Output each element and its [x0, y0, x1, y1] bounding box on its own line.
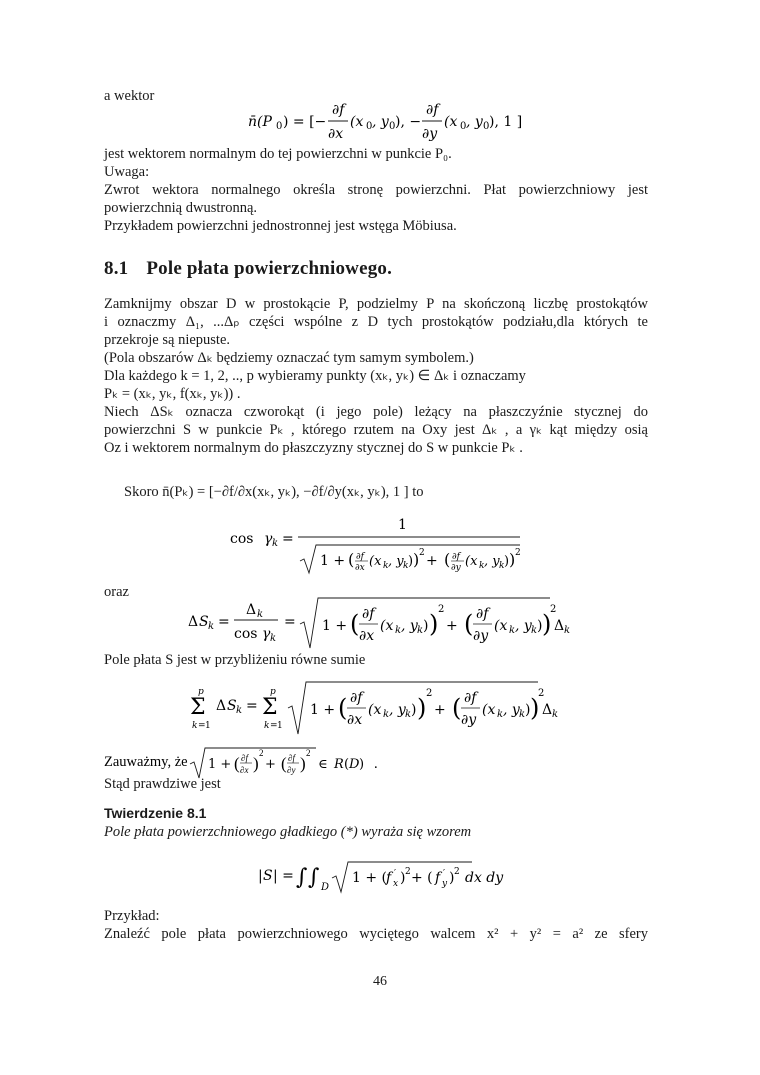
svg-text:1 +: 1 + — [322, 618, 348, 634]
svg-text:k: k — [270, 633, 277, 644]
svg-text:γ: γ — [262, 626, 271, 642]
section-title: Pole płata powierzchniowego. — [146, 258, 393, 279]
theorem-statement: Pole płata powierzchniowego gładkiego (*) wyraża się wzorem — [104, 824, 472, 840]
svg-text:0: 0 — [389, 121, 396, 132]
svg-text:R: R — [334, 757, 344, 772]
svg-text:S: S — [227, 698, 237, 714]
svg-text:k: k — [257, 609, 264, 620]
text-stad: Stąd prawdziwe jest — [104, 776, 221, 792]
svg-text:1: 1 — [277, 721, 283, 731]
svg-text:2: 2 — [454, 867, 460, 877]
svg-text:S: S — [263, 868, 273, 884]
svg-text:k: k — [264, 721, 270, 731]
svg-text:(: ( — [464, 610, 474, 638]
svg-text:∂y: ∂y — [461, 712, 477, 728]
text-p3: Dla każdego k = 1, 2, .., p wybieramy punkty (xₖ, yₖ) ∈ Δₖ i oznaczamy — [104, 368, 526, 384]
svg-text:, y: , y — [515, 618, 532, 634]
text-a-wektor: a wektor — [104, 88, 155, 104]
svg-text:): ) — [411, 702, 417, 718]
svg-text:p: p — [270, 687, 276, 697]
svg-text:, y: , y — [388, 554, 404, 569]
svg-text:k: k — [499, 561, 505, 571]
svg-text:2: 2 — [550, 604, 557, 615]
text-p5-line1: Niech ΔSₖ oznacza czworokąt (i jego pole) leżący na płaszczyźnie stycznej do — [104, 404, 648, 420]
svg-text:k: k — [272, 538, 279, 549]
text-zauwazmy — [104, 744, 424, 780]
svg-text:1 +: 1 + — [310, 702, 336, 718]
svg-text:k: k — [531, 625, 538, 636]
svg-text:Σ: Σ — [190, 695, 206, 720]
svg-text:): ) — [423, 618, 429, 634]
svg-text:2: 2 — [438, 604, 445, 615]
normal-vector-equation — [248, 100, 523, 144]
text-przyklad: Przykład: — [104, 908, 160, 924]
svg-text:cos: cos — [234, 626, 258, 642]
svg-text:+: + — [434, 702, 446, 718]
svg-text:k: k — [403, 561, 409, 571]
svg-text:∂f: ∂f — [332, 102, 345, 118]
svg-text:): ) — [413, 550, 420, 569]
svg-text:0: 0 — [483, 121, 490, 132]
svg-text:k: k — [417, 625, 424, 636]
section-heading — [104, 258, 392, 280]
svg-text:+: + — [265, 757, 276, 772]
svg-text:): ) — [530, 694, 540, 722]
text-zwrot-line1: Zwrot wektora normalnego określa stronę powierzchni. Płat powierzchniowy jest — [104, 182, 648, 198]
text-p5-line2: powierzchni S w punkcie Pₖ , którego rzutem na Oxy jest Δₖ , a γₖ kąt między osią — [104, 422, 648, 438]
svg-text:∂x: ∂x — [359, 628, 375, 644]
svg-text:∂f: ∂f — [356, 552, 364, 562]
svg-text:(x: (x — [350, 114, 364, 130]
svg-text:∂f: ∂f — [362, 606, 375, 622]
svg-text:∈: ∈ — [318, 757, 328, 772]
svg-text:∂x: ∂x — [347, 712, 363, 728]
svg-text:2: 2 — [306, 748, 311, 758]
svg-text:, y: , y — [372, 114, 389, 130]
svg-text:0: 0 — [460, 121, 467, 132]
svg-text:): ) — [253, 754, 259, 773]
svg-text:(: ( — [452, 694, 462, 722]
svg-text:D: D — [349, 757, 360, 772]
svg-text:1: 1 — [398, 517, 407, 533]
svg-text:(x: (x — [369, 554, 382, 569]
text-pole-plata: Pole płata S jest w przybliżeniu równe sumie — [104, 652, 366, 668]
svg-text:∂f: ∂f — [452, 552, 460, 562]
svg-text:): ) — [509, 550, 516, 569]
svg-text:γ: γ — [264, 531, 273, 547]
svg-text:1: 1 — [205, 721, 211, 731]
svg-text:+ (: + ( — [411, 870, 433, 886]
svg-text:∂y: ∂y — [287, 765, 296, 775]
text-uwaga: Uwaga: — [104, 164, 150, 180]
svg-text:2: 2 — [405, 867, 411, 877]
svg-text:∂f: ∂f — [426, 102, 439, 118]
svg-text:Σ: Σ — [262, 695, 278, 720]
svg-text:∂y: ∂y — [473, 628, 489, 644]
svg-text:(: ( — [350, 610, 360, 638]
text-p2: (Pola obszarów Δₖ będziemy oznaczać tym samym symbolem.) — [104, 350, 474, 366]
svg-text:∂f: ∂f — [350, 690, 363, 706]
svg-text:| =: | = — [273, 868, 294, 884]
svg-text:=: = — [284, 614, 296, 630]
delta-s-equation — [188, 594, 571, 650]
svg-text:k: k — [383, 561, 389, 571]
svg-text:k: k — [479, 561, 485, 571]
section-number: 8.1 — [104, 258, 129, 279]
svg-text:2: 2 — [538, 688, 545, 699]
svg-text:=: = — [282, 531, 294, 547]
svg-text:k: k — [236, 705, 243, 716]
svg-text:): ) — [300, 754, 306, 773]
svg-text:∂x: ∂x — [355, 563, 365, 573]
svg-text:Zauważmy, że: Zauważmy, że — [104, 754, 188, 770]
cos-gamma-equation — [230, 515, 530, 575]
svg-text:′: ′ — [443, 869, 446, 879]
svg-text:k: k — [383, 709, 390, 720]
svg-text:k: k — [405, 709, 412, 720]
svg-text:): ) — [408, 554, 414, 569]
svg-text:): ) — [429, 610, 439, 638]
svg-text:(: ( — [444, 550, 451, 569]
svg-text:, y: , y — [401, 618, 418, 634]
svg-text:∂y: ∂y — [422, 126, 438, 142]
svg-text:∂f: ∂f — [241, 753, 248, 763]
svg-text:2: 2 — [419, 548, 425, 558]
sum-equation — [188, 680, 568, 736]
svg-text:∂y: ∂y — [451, 563, 461, 573]
svg-text:(x: (x — [444, 114, 458, 130]
svg-text:∂f: ∂f — [288, 753, 295, 763]
svg-text:(x: (x — [380, 618, 394, 634]
svg-text:(x: (x — [482, 702, 496, 718]
text-p1-line1: Zamknijmy obszar D w prostokącie P, podzielmy P na skończoną liczbę prostokątów — [104, 296, 648, 312]
svg-text:): ) — [542, 610, 552, 638]
svg-text:=: = — [218, 614, 230, 630]
text-mobius: Przykładem powierzchni jednostronnej jest wstęga Möbiusa. — [104, 218, 457, 234]
svg-text:) = [−: ) = [− — [283, 114, 327, 130]
svg-text:x: x — [393, 879, 399, 889]
svg-text:∂x: ∂x — [240, 765, 249, 775]
svg-text:2: 2 — [515, 548, 521, 558]
svg-text:∫: ∫ — [308, 865, 320, 890]
svg-text:0: 0 — [276, 121, 283, 132]
svg-text:dx dy: dx dy — [465, 870, 504, 886]
svg-text:(x: (x — [465, 554, 478, 569]
svg-text:): ) — [400, 870, 406, 886]
svg-text:): ) — [449, 870, 455, 886]
svg-text:=: = — [198, 721, 206, 731]
svg-text:∂x: ∂x — [328, 126, 344, 142]
svg-text:′: ′ — [394, 869, 397, 879]
svg-text:1 + (: 1 + ( — [352, 870, 387, 886]
text-oraz: oraz — [104, 584, 129, 600]
svg-text:Δ: Δ — [554, 618, 565, 634]
svg-text:=: = — [246, 698, 258, 714]
svg-text:0: 0 — [366, 121, 373, 132]
svg-text:k: k — [208, 621, 215, 632]
svg-text:k: k — [192, 721, 198, 731]
svg-text:D: D — [321, 882, 330, 893]
svg-text:(: ( — [344, 757, 350, 772]
svg-text:k: k — [497, 709, 504, 720]
svg-text:Δ: Δ — [188, 614, 199, 630]
svg-text:cos: cos — [230, 531, 254, 547]
svg-text:): ) — [417, 694, 427, 722]
text-example: Znaleźć pole płata powierzchniowego wyciętego walcem x² + y² = a² ze sfery — [104, 926, 648, 942]
svg-text:(x: (x — [368, 702, 382, 718]
svg-text:, y: , y — [484, 554, 500, 569]
svg-text:, y: , y — [503, 702, 520, 718]
svg-text:): ) — [359, 757, 365, 772]
svg-text:2: 2 — [259, 748, 264, 758]
svg-text:∂f: ∂f — [464, 690, 477, 706]
text-p1-line2: i oznaczmy Δ₁, ...Δₚ części wspólne z D tych prostokątów podziału,dla których te — [104, 314, 648, 330]
svg-text:Δ: Δ — [216, 698, 227, 714]
svg-text:+: + — [446, 618, 458, 634]
svg-text:Δ: Δ — [246, 602, 257, 618]
svg-text:n̄(P: n̄(P — [248, 114, 272, 130]
svg-text:f: f — [386, 870, 392, 886]
svg-text:∫: ∫ — [296, 865, 308, 890]
svg-text:), −: ), − — [395, 114, 422, 130]
svg-text:), 1 ]: ), 1 ] — [489, 114, 523, 130]
text-p5-line3: Oz i wektorem normalnym do płaszczyzny stycznej do S w punkcie Pₖ . — [104, 440, 523, 456]
svg-text:=: = — [270, 721, 278, 731]
text-p4: Pₖ = (xₖ, yₖ, f(xₖ, yₖ)) . — [104, 386, 241, 402]
svg-text:+: + — [426, 553, 438, 569]
svg-text:(: ( — [348, 550, 355, 569]
page-number: 46 — [373, 974, 387, 989]
svg-text:|: | — [258, 868, 263, 884]
theorem-title: Twierdzenie 8.1 — [104, 805, 207, 821]
svg-text:(: ( — [234, 754, 240, 773]
svg-text:k: k — [395, 625, 402, 636]
svg-text:k: k — [519, 709, 526, 720]
svg-text:.: . — [374, 756, 378, 772]
svg-text:∂f: ∂f — [476, 606, 489, 622]
svg-text:k: k — [509, 625, 516, 636]
svg-text:(: ( — [338, 694, 348, 722]
svg-text:Δ: Δ — [542, 702, 553, 718]
text-jest-wektorem: jest wektorem normalnym do tej powierzchni w punkcie P₀. — [104, 146, 452, 162]
svg-text:1 +: 1 + — [208, 757, 232, 772]
svg-text:k: k — [564, 625, 571, 636]
svg-text:S: S — [199, 614, 209, 630]
svg-text:): ) — [504, 554, 510, 569]
svg-text:p: p — [198, 687, 204, 697]
svg-text:(x: (x — [494, 618, 508, 634]
svg-text:k: k — [552, 709, 559, 720]
svg-text:f: f — [435, 870, 441, 886]
svg-text:): ) — [537, 618, 543, 634]
svg-text:(: ( — [281, 754, 287, 773]
svg-text:, y: , y — [466, 114, 483, 130]
svg-text:2: 2 — [426, 688, 433, 699]
svg-text:y: y — [442, 879, 448, 889]
svg-text:): ) — [525, 702, 531, 718]
svg-text:1 +: 1 + — [320, 553, 346, 569]
theorem-formula — [258, 856, 508, 896]
svg-text:, y: , y — [389, 702, 406, 718]
text-p1-line3: przekroje są niepuste. — [104, 332, 231, 348]
text-zwrot-line2: powierzchnią dwustronną. — [104, 200, 258, 216]
text-skoro: Skoro n̄(Pₖ) = [−∂f/∂x(xₖ, yₖ), −∂f/∂y(xₖ, yₖ), 1 ] to — [124, 484, 424, 500]
